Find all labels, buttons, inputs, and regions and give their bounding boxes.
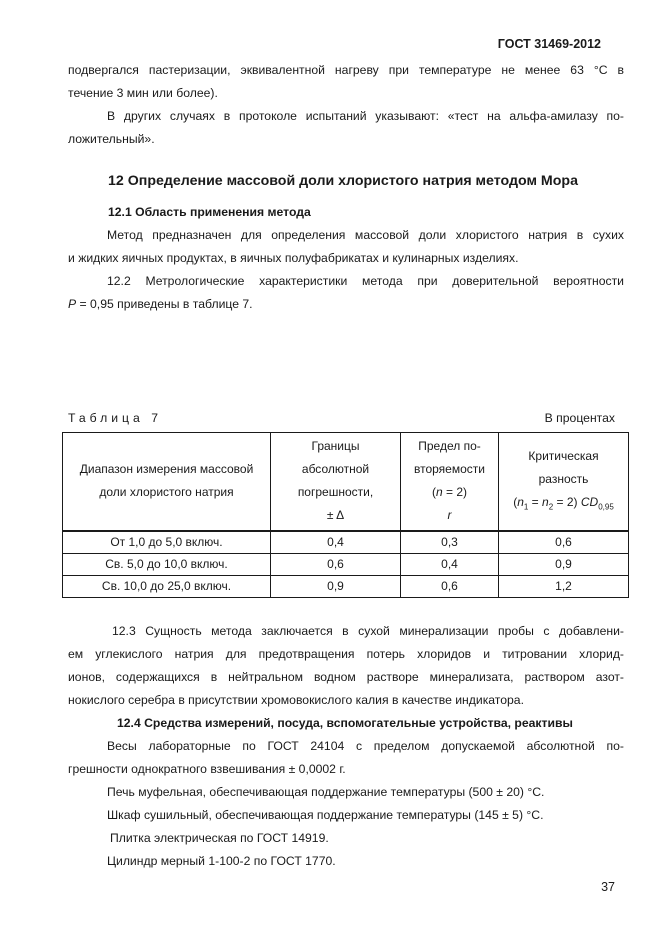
section-12-2-line: 12.2 Метрологические характеристики метода при доверительной вероятности xyxy=(107,274,624,288)
equipment-item: Весы лабораторные по ГОСТ 24104 с пределом допускаемой абсолютной по- xyxy=(107,739,624,753)
section-12-3-line: ионов, содержащихся в нейтральном водном растворе минерализата, раствором азот- xyxy=(68,670,624,684)
cell-r: 0,4 xyxy=(401,553,499,575)
header-range: Диапазон измерения массовой доли хлористого натрия xyxy=(63,433,271,531)
section-12-4-title: 12.4 Средства измерений, посуда, вспомогательные устройства, реактивы xyxy=(117,716,573,730)
table-row xyxy=(63,553,629,575)
equipment-item: грешности однократного взвешивания ± 0,0002 г. xyxy=(68,762,346,776)
section-12-3-line: нокислого серебра в присутствии хромовокислого калия в качестве индикатора. xyxy=(68,693,524,707)
cell-range: Св. 10,0 до 25,0 включ. xyxy=(63,575,271,597)
table-caption-word: Таблица xyxy=(68,411,144,425)
section-12-1-line: и жидких яичных продуктах, в яичных полуфабрикатах и кулинарных изделиях. xyxy=(68,251,519,265)
cell-cd: 0,9 xyxy=(499,553,629,575)
p-value: = 0,95 приведены в таблице 7. xyxy=(76,297,253,311)
intro-line: В других случаях в протоколе испытаний указывают: «тест на альфа-амилазу по- xyxy=(107,109,624,123)
equipment-item: Плитка электрическая по ГОСТ 14919. xyxy=(110,831,329,845)
p-symbol: P xyxy=(68,297,77,311)
header-critical-difference: Критическая разность $(n_1 = n_2 = 2)$ $CD_{0,95}$ xyxy=(499,433,629,531)
section-12-3-line: ем углекислого натрия для предотвращения потерь хлоридов и титровании хлорид- xyxy=(68,647,624,661)
section-12-3-line: 12.3 Сущность метода заключается в сухой минерализации пробы с добавлени- xyxy=(112,624,624,638)
section-12-1-title: 12.1 Область применения метода xyxy=(108,205,311,219)
standard-number: ГОСТ 31469-2012 xyxy=(497,37,601,51)
table-row xyxy=(63,575,629,597)
page-number: 37 xyxy=(601,880,615,894)
cell-cd: 0,6 xyxy=(499,531,629,554)
cell-r: 0,6 xyxy=(401,575,499,597)
section-12-title: 12 Определение массовой доли хлористого натрия методом Мора xyxy=(108,173,578,189)
cell-range: Св. 5,0 до 10,0 включ. xyxy=(63,553,271,575)
cell-delta: 0,4 xyxy=(271,531,401,554)
cell-delta: 0,6 xyxy=(271,553,401,575)
intro-line: ложительный». xyxy=(68,132,155,146)
header-repeatability: Предел по- вторяемости (n = 2) r xyxy=(401,433,499,531)
section-12-4 xyxy=(68,712,624,873)
equipment-item: Цилиндр мерный 1-100-2 по ГОСТ 1770. xyxy=(107,854,336,868)
section-12-2-line xyxy=(68,293,624,316)
cell-range: От 1,0 до 5,0 включ. xyxy=(63,531,271,554)
table-unit: В процентах xyxy=(544,411,615,425)
intro-line: подвергался пастеризации, эквивалентной нагреву при температуре не менее 63 °С в xyxy=(68,63,624,77)
equipment-item: Печь муфельная, обеспечивающая поддержание температуры (500 ± 20) °С. xyxy=(107,785,545,799)
cell-r: 0,3 xyxy=(401,531,499,554)
header-delta: Границы абсолютной погрешности, ± Δ xyxy=(271,433,401,531)
section-12-1-line: Метод предназначен для определения массовой доли хлористого натрия в сухих xyxy=(107,228,624,242)
intro-line: течение 3 мин или более). xyxy=(68,86,218,100)
table-caption xyxy=(68,411,158,425)
other-cases-paragraph xyxy=(68,105,624,151)
cell-delta: 0,9 xyxy=(271,575,401,597)
table-row xyxy=(63,531,629,554)
table-7 xyxy=(62,432,629,598)
section-12-1 xyxy=(68,201,624,316)
equipment-item: Шкаф сушильный, обеспечивающая поддержание температуры (145 ± 5) °С. xyxy=(107,808,544,822)
section-12-3 xyxy=(68,620,624,712)
cell-cd: 1,2 xyxy=(499,575,629,597)
table-number: 7 xyxy=(151,411,158,425)
intro-paragraph xyxy=(68,59,624,105)
